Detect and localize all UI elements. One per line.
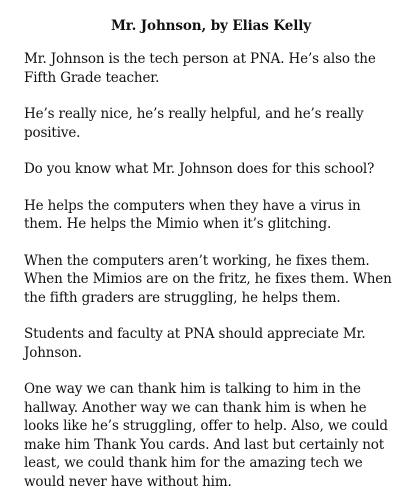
document-body [24, 50, 398, 491]
paragraph-3: Do you know what Mr. Johnson does for this school? [24, 161, 375, 177]
paragraph-6: Students and faculty at PNA should appreciate Mr. Johnson. [24, 326, 366, 361]
document-title: Mr. Johnson, by Elias Kelly [110, 18, 312, 34]
paragraph-4: He helps the computers when they have a virus in them. He helps the Mimio when it’s glitching. [24, 197, 361, 232]
paragraph-7: One way we can thank him is talking to him in the hallway. Another way we can thank him is when he looks like he’s struggling, offer to help. Also, we could make him Thank You cards. And last but certainly not least, we could thank him for the amazing tech we would never have without him. [24, 381, 388, 490]
paragraph-2: He’s really nice, he’s really helpful, and he’s really positive. [24, 106, 364, 141]
paragraph-1: Mr. Johnson is the tech person at PNA. He’s also the Fifth Grade teacher. [24, 51, 376, 86]
paragraph-5: When the computers aren’t working, he fixes them. When the Mimios are on the fritz, he fixes them. When the fifth graders are struggling, he helps them. [24, 252, 392, 306]
